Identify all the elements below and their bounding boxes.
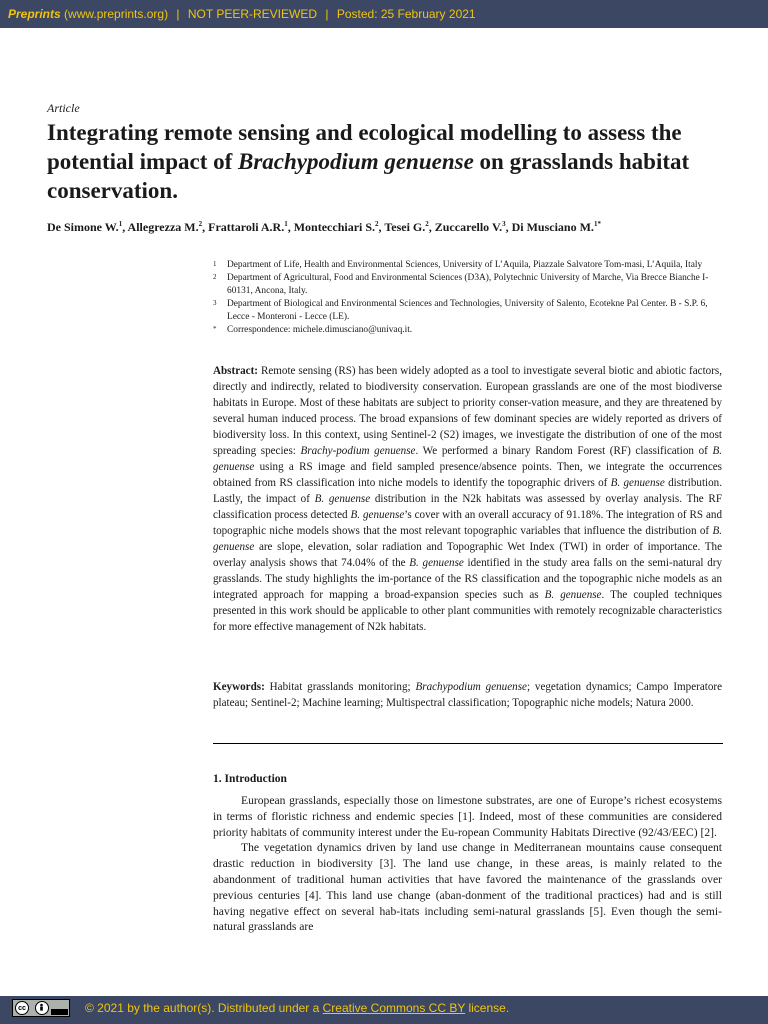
affiliations bbox=[213, 259, 723, 338]
keywords-label: Keywords: bbox=[213, 681, 265, 693]
cc-icon: cc bbox=[15, 1001, 29, 1015]
abstract-text-segment: B. genuense bbox=[350, 509, 405, 521]
keywords bbox=[213, 679, 722, 711]
abstract-text-segment: distribution in the N2k habitats was assessed by overlay analysis. The RF classification process detected bbox=[213, 493, 723, 521]
abstract-text-segment: using a RS image and field sampled presence/absence points. Then, we integrate the occurrences obtained from RS classification into niche models to identify the topographic drivers of bbox=[213, 461, 722, 489]
header-separator: | bbox=[325, 7, 329, 21]
abstract-text-segment: B. genuense bbox=[409, 557, 464, 569]
author: Montecchiari S.$^2$, bbox=[293, 220, 385, 234]
cc-by-license-badge[interactable] bbox=[12, 999, 70, 1017]
section-divider bbox=[213, 743, 723, 744]
intro-paragraph: European grasslands, especially those on limestone substrates, are one of Europe’s richest ecosystems in terms of floristic richness and endemic species [1]. Indeed, most of these communities are considered priority habitats of community interest under the Eu-ropean Community Habitats Directive (92/43/EEC) [2]. bbox=[213, 794, 722, 839]
preprints-url[interactable]: (www.preprints.org) bbox=[64, 7, 169, 21]
license-text: © 2021 by the author(s). Distributed under a Creative Commons CC BY license. bbox=[85, 1001, 510, 1015]
by-label-strip bbox=[51, 1009, 68, 1015]
introduction-body bbox=[213, 793, 722, 935]
author: Tesei G.$^2$, bbox=[384, 220, 435, 234]
correspondence-item: * Correspondence: michele.dimusciano@univaq.it. bbox=[213, 325, 413, 336]
abstract-text-segment: distribution. Lastly, the impact of bbox=[213, 477, 722, 505]
license-link[interactable]: Creative Commons CC BY bbox=[322, 1001, 466, 1015]
abstract-text-segment: . The coupled techniques presented in this work should be applicable to other plant communities with remotely recognizable characteristics for more effective management of N2k habitats. bbox=[213, 589, 722, 633]
title-part-2: on grasslands habitat conservation. bbox=[47, 149, 690, 203]
author: Di Musciano M.$^{1*}$ bbox=[511, 220, 601, 234]
preprint-header-bar bbox=[0, 0, 768, 28]
keywords-text-segment: Brachypodium genuense bbox=[415, 681, 527, 693]
abstract-text-segment: ’s cover with an overall accuracy of 91.18%. The integration of RS and topographic niche models shows that the most relevant topographic variables that influence the distribution of bbox=[213, 509, 722, 537]
keywords-text-segment: Habitat grasslands monitoring; bbox=[264, 681, 416, 693]
intro-paragraph: The vegetation dynamics driven by land use change in Mediterranean mountains cause consequent drastic reduction in biodiversity [3]. The land use change, in these areas, is mainly related to the abandonment of traditional human activities that have favored the maintenance of the grasslands over previous centuries [4]. This land use change (aban-donment of the traditional practices) had and is still having negative effect on several hab-itats including semi-natural grasslands [5]. Even though the semi-natural grasslands are bbox=[213, 841, 722, 934]
posted-date: Posted: 25 February 2021 bbox=[336, 7, 476, 21]
header-separator: | bbox=[176, 7, 180, 21]
abstract bbox=[213, 363, 722, 635]
review-status: NOT PEER-REVIEWED bbox=[187, 7, 318, 21]
author: Zuccarello V.$^3$, bbox=[434, 220, 512, 234]
author: Allegrezza M.$^2$, bbox=[127, 220, 209, 234]
abstract-label: Abstract: bbox=[213, 365, 258, 377]
author: De Simone W.$^1$, bbox=[47, 220, 128, 234]
abstract-text-segment: B. genuense bbox=[213, 445, 723, 473]
keywords-text-segment: ; vegetation dynamics; Campo Imperatore plateau; Sentinel-2; Machine learning; Multispectral classification; Topographic niche models; Natura 2000. bbox=[213, 681, 723, 709]
author-list bbox=[47, 220, 747, 235]
abstract-text-segment: B. genuense bbox=[544, 589, 602, 601]
affiliation-item: 1 Department of Life, Health and Environmental Sciences, University of L’Aquila, Piazzale Salvatore Tom-masi, L’Aquila, Italy bbox=[213, 260, 703, 270]
affiliation-item: 3 Department of Biological and Environmental Sciences and Technologies, University of Salento, Ecotekne Pal Center. B - S.P. 6, Lecce - Monteroni - Lecce (LE). bbox=[213, 299, 708, 323]
abstract-text-segment: identified in the study area falls on the semi-natural dry grasslands. The study highlights the im-portance of the RS classification and the topographic niche models as an integrated approach for mapping a broad-expansion species such as bbox=[213, 557, 722, 601]
abstract-text-segment: B. genuense bbox=[610, 477, 665, 489]
abstract-text-segment: are slope, elevation, solar radiation and Topographic Wet Index (TWI) in order of importance. The overlay analysis shows that 74.04% of the bbox=[213, 541, 722, 569]
author: Frattaroli A.R.$^1$, bbox=[208, 220, 294, 234]
attribution-person-icon bbox=[35, 1001, 49, 1015]
paper-title bbox=[47, 118, 737, 205]
section-heading-introduction: 1. Introduction bbox=[213, 773, 287, 785]
abstract-text-segment: B. genuense bbox=[213, 525, 722, 553]
title-species: Brachypodium genuense bbox=[238, 149, 474, 174]
article-type-label: Article bbox=[47, 101, 80, 115]
abstract-text-segment: . We performed a binary Random Forest (RF) classification of bbox=[415, 445, 713, 457]
abstract-text-segment: Remote sensing (RS) has been widely adopted as a tool to investigate several biotic and abiotic factors, directly and indirectly, related to biodiversity conservation. European grasslands are one of the most biodiverse habitats in Europe. Most of these habitats are subject to priority conser-vation measure, and they are threatened by several human induced process. The broad expansions of few dominant species are widely reported as drivers of biodiversity loss. In this context, using Sentinel-2 (S2) images, we investigate the distribution of one of the most spreading species: bbox=[213, 365, 722, 457]
abstract-text-segment: Brachy-podium genuense bbox=[300, 445, 416, 457]
preprints-brand: Preprints bbox=[8, 7, 61, 21]
license-footer-bar bbox=[0, 996, 768, 1024]
abstract-text-segment: B. genuense bbox=[314, 493, 371, 505]
affiliation-item: 2 Department of Agricultural, Food and Environmental Sciences (D3A), Polytechnic University of Marche, Via Brecce Bianche I-60131, Ancona, Italy. bbox=[213, 273, 709, 297]
title-part-1: Integrating remote sensing and ecological modelling to assess the potential impact of bbox=[47, 120, 682, 174]
